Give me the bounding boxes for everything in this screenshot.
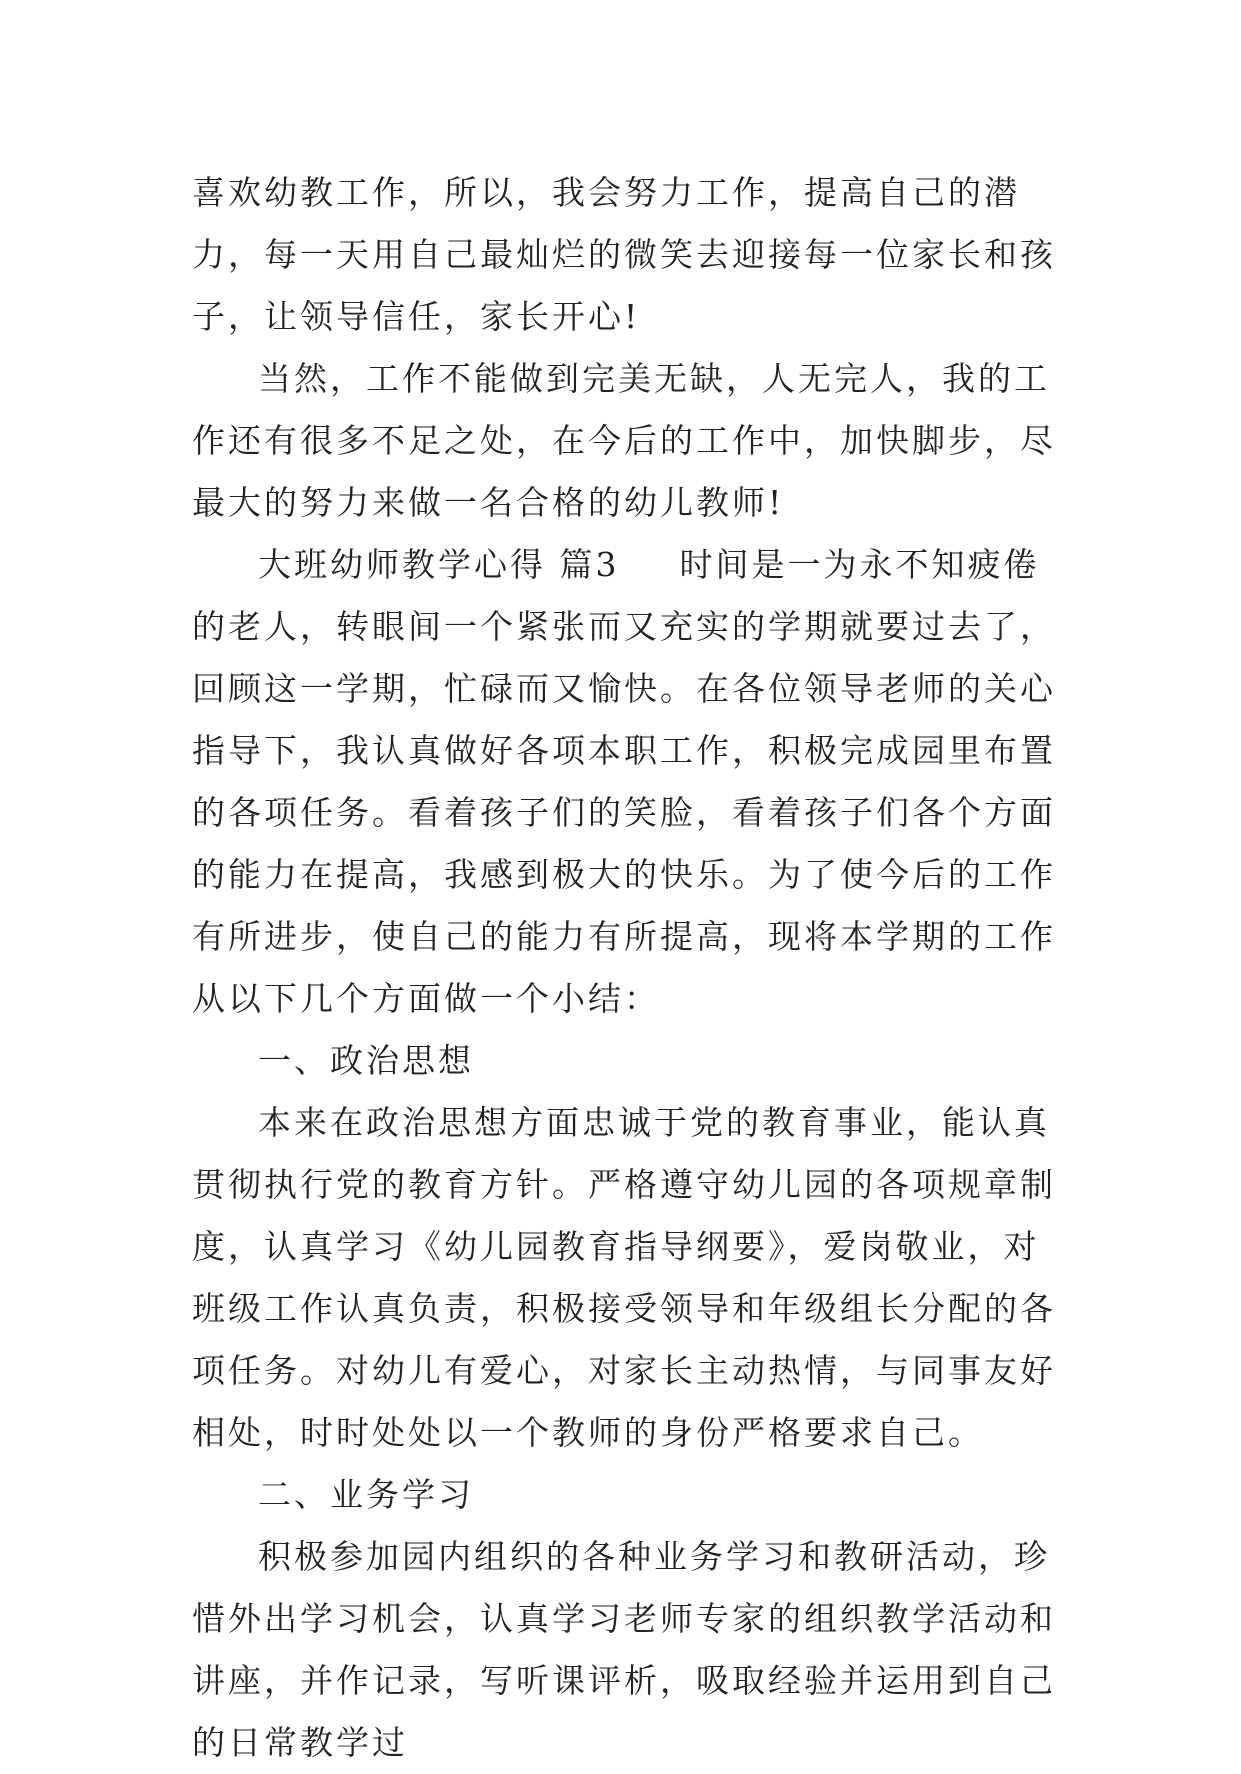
section-heading-political: 一、政治思想 [258, 1041, 474, 1080]
paragraph-4: 本来在政治思想方面忠诚于党的教育事业，能认真贯彻执行党的教育方针。严格遵守幼儿园的各项规章制度，认真学习《幼儿园教育指导纲要》，爱岗敬业，对班级工作认真负责，积极接受领导和年级组长分配的各项任务。对幼儿有爱心，对家长主动热情，与同事友好相处，时时处处以一个教师的身份严格要求自己。 [192, 1103, 1056, 1452]
paragraph-2: 当然，工作不能做到完美无缺，人无完人，我的工作还有很多不足之处，在今后的工作中，加快脚步，尽最大的努力来做一名合格的幼儿教师! [192, 359, 1056, 522]
section-heading-study: 二、业务学习 [258, 1475, 474, 1514]
paragraph-1: 喜欢幼教工作，所以，我会努力工作，提高自己的潜力，每一天用自己最灿烂的微笑去迎接每一位家长和孩子，让领导信任，家长开心! [192, 173, 1056, 336]
paragraph-5: 积极参加园内组织的各种业务学习和教研活动，珍惜外出学习机会，认真学习老师专家的组织教学活动和讲座，并作记录，写听课评析，吸取经验并运用到自己的日常教学过 [192, 1537, 1056, 1762]
document-body [192, 162, 1072, 1774]
section-heading-3: 大班幼师教学心得 篇3 [258, 545, 620, 584]
paragraph-3 [192, 534, 1072, 1030]
paragraph-3-body: 时间是一为永不知疲倦的老人，转眼间一个紧张而又充实的学期就要过去了，回顾这一学期，忙碌而又愉快。在各位领导老师的关心指导下，我认真做好各项本职工作，积极完成园里布置的各项任务。看着孩子们的笑脸，看着孩子们各个方面的能力在提高，我感到极大的快乐。为了使今后的工作有所进步，使自己的能力有所提高，现将本学期的工作从以下几个方面做一个小结： [192, 545, 1056, 1018]
